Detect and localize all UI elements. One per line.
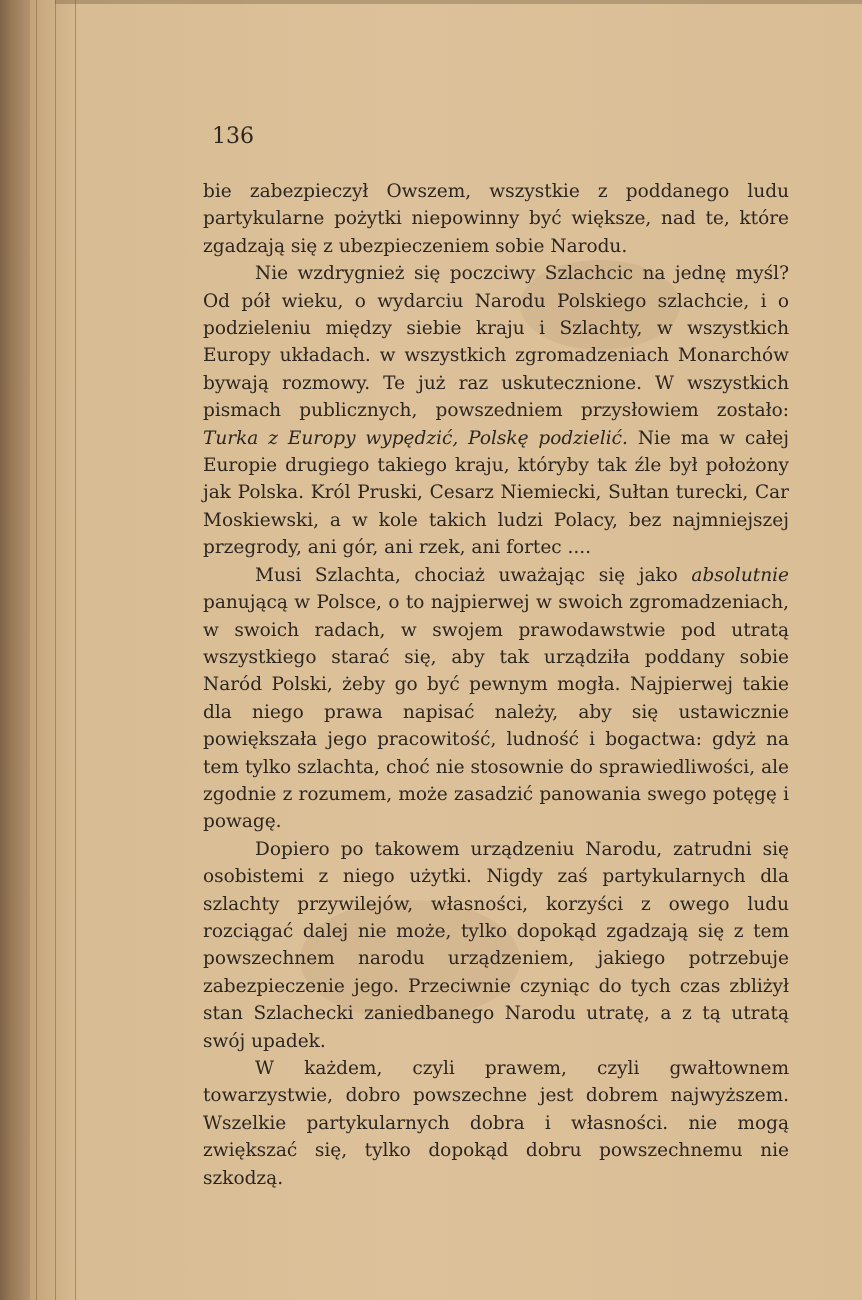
page-number: 136	[212, 124, 254, 149]
paragraph-text: bie zabezpieczył Owszem, wszystkie z poddanego ludu partykularne pożytki niepowinny być większe, nad te, które zgadzają się z ubezpieczeniem sobie Narodu.	[203, 181, 789, 257]
book-binding-edge	[0, 0, 30, 1300]
page-top-edge	[55, 0, 862, 4]
paragraph-text: Nie wzdrygnież się poczciwy Szlachcic na jednę myśl? Od pół wieku, o wydarciu Narodu Polskiego szlachcie, i o podzieleniu między siebie kraju i Szlachty, w wszystkich Europy układach. w wszystkich zgromadzeniach Monarchów bywają rozmowy. Te już raz uskutecznione. W wszystkich pismach publicznych, powszedniem przysłowiem zostało:	[203, 263, 789, 422]
paragraph-text: Musi Szlachta, chociaż uważając się jako	[255, 564, 678, 586]
paragraph	[203, 260, 789, 561]
paragraph-text: panującą w Polsce, o to najpierwej w swoich zgromadzeniach, w swoich radach, w swojem prawodawstwie pod utratą wszystkiego starać się, aby tak urządziła poddany sobie Naród Polski, żeby go być pewnym mogła. Najpierwej takie dla niego prawa napisać należy, aby się ustawicznie powiększała jego pracowitość, ludność i bogactwa: gdyż na tem tylko szlachta, choć nie stosownie do sprawiedliwości, ale zgodnie z rozumem, może zasadzić panowania swego potęgę i powagę.	[203, 592, 789, 833]
paragraph-text: W każdem, czyli prawem, czyli gwałtownem towarzystwie, dobro powszechne jest dobrem najwyższem. Wszelkie partykularnych dobra i własności. nie mogą zwiększać się, tylko dopokąd dobru powszechnemu nie szkodzą.	[203, 1058, 789, 1189]
page-edge-line	[75, 0, 76, 1300]
paragraph	[203, 836, 789, 1055]
emphasized-phrase: Turka z Europy wypędzić, Polskę podzielić.	[203, 427, 628, 449]
paragraph	[203, 1055, 789, 1192]
page-body-text	[203, 178, 789, 1192]
page-edge-line	[55, 0, 56, 1300]
binding-line	[36, 0, 37, 1300]
emphasized-word: absolutnie	[691, 564, 789, 586]
paragraph-text: Nie ma w całej Europie drugiego takiego kraju, któryby tak źle był położony jak Polska. Król Pruski, Cesarz Niemiecki, Sułtan turecki, Car Moskiewski, a w kole takich ludzi Polacy, bez najmniejszej przegrody, ani gór, ani rzek, ani fortec ....	[203, 427, 789, 559]
paragraph	[203, 178, 789, 260]
paragraph	[203, 562, 789, 836]
paragraph-text: Dopiero po takowem urządzeniu Narodu, zatrudni się osobistemi z niego użytki. Nigdy zaś partykularnych dla szlachty przywilejów, własności, korzyści z owego ludu rozciągać dalej nie może, tylko dopokąd zgadzają się z tem powszechnem narodu urządzeniem, jakiego potrzebuje zabezpieczenie jego. Przeciwnie czyniąc do tych czas zbliżył stan Szlachecki zaniedbanego Narodu utratę, a z tą utratą swój upadek.	[203, 838, 789, 1052]
